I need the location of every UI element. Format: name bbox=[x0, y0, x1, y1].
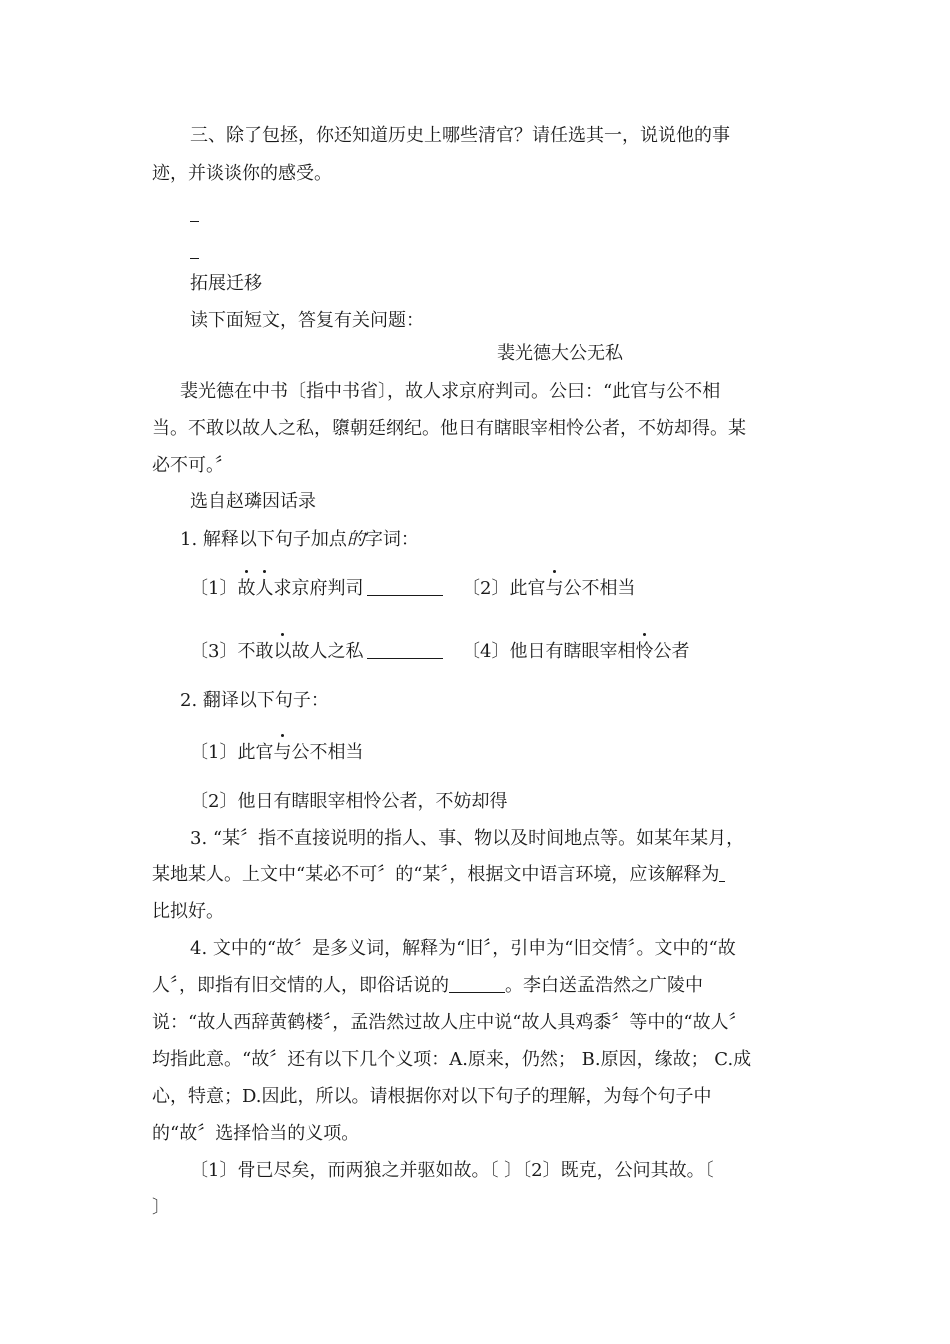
qa4-line-7: 〔1〕骨已尽矣，而两狼之并驱如故。〔 〕〔2〕既克，公问其故。〔 bbox=[190, 1160, 714, 1181]
qa1-i3-answer-blank[interactable] bbox=[367, 640, 443, 659]
qa4-line-4: 均指此意。“故〞还有以下几个义项：A.原来，仍然； B.原因，缘故； C.成 bbox=[152, 1049, 752, 1070]
qa1-item-3 bbox=[190, 640, 443, 664]
qa3-line-2 bbox=[152, 863, 725, 887]
qa1-stem bbox=[180, 528, 419, 552]
qa1-i1-prefix: 〔1〕 bbox=[190, 578, 238, 599]
passage-title: 裴光德大公无私 bbox=[497, 343, 623, 364]
qa1-i2-prefix: 〔2〕此官 bbox=[462, 578, 546, 599]
qa1-stem-c: 字词： bbox=[364, 529, 419, 550]
q3-line-1: 三、除了包拯，你还知道历史上哪些清官？请任选其一，说说他的事 bbox=[190, 125, 730, 146]
qa4-line-2-b: 。李白送孟浩然之广陵中 bbox=[505, 975, 703, 996]
qa1-i1-dotted-char: 故 bbox=[237, 578, 256, 599]
qa2-item-1 bbox=[190, 741, 363, 765]
qa4-answer-blank[interactable] bbox=[449, 974, 505, 993]
section-title: 拓展迁移 bbox=[190, 273, 262, 294]
qa1-i1-dotted-char-2: 人 bbox=[255, 578, 274, 599]
qa1-i3-dotted-char: 以 bbox=[273, 641, 292, 662]
instruction: 读下面短文，答复有关问题： bbox=[190, 310, 424, 331]
qa1-stem-a: 1. 解释以下句子加点 bbox=[180, 529, 347, 550]
qa4-line-6: 的“故〞选择恰当的义项。 bbox=[152, 1123, 360, 1144]
qa1-i2-rest: 公不相当 bbox=[563, 578, 636, 599]
qa4-line-2 bbox=[152, 974, 703, 998]
qa4-line-2-a: 人〞，即指有旧交情的人，即俗话说的 bbox=[152, 975, 449, 996]
qa1-i4-rest: 公者 bbox=[653, 641, 690, 662]
passage-line-2: 当。不敢以故人之私，隳朝廷纲纪。他日有瞎眼宰相怜公者，不妨却得。某 bbox=[152, 418, 746, 439]
qa1-i1-rest: 求京府判司 bbox=[273, 578, 364, 599]
qa1-i3-prefix: 〔3〕不敢 bbox=[190, 641, 274, 662]
qa2-i1-rest: 公不相当 bbox=[291, 742, 364, 763]
qa4-line-1: 4. 文中的“故〞是多义词，解释为“旧〞，引申为“旧交情〞。文中的“故 bbox=[190, 938, 736, 959]
passage-source: 选自赵璘因话录 bbox=[190, 491, 316, 512]
qa4-line-8: 〕 bbox=[152, 1197, 170, 1218]
qa4-line-3: 说：“故人西辞黄鹤楼〞，孟浩然过故人庄中说“故人具鸡黍〞等中的“故人〞 bbox=[152, 1012, 747, 1033]
qa1-i3-rest: 故人之私 bbox=[291, 641, 364, 662]
qa1-item-4 bbox=[462, 640, 689, 664]
qa4-line-5: 心，特意；D.因此，所以。请根据你对以下句子的理解，为每个句子中 bbox=[152, 1086, 712, 1107]
answer-dash-2 bbox=[190, 258, 199, 259]
qa3-line-1: 3. “某〞指不直接说明的指人、事、物以及时间地点等。如某年某月， bbox=[190, 828, 745, 849]
qa1-item-1 bbox=[190, 577, 443, 601]
qa1-i4-prefix: 〔4〕他日有瞎眼宰相 bbox=[462, 641, 636, 662]
qa2-i1-prefix: 〔1〕此官 bbox=[190, 742, 274, 763]
qa1-stem-b: 的 bbox=[346, 529, 365, 550]
qa1-i4-dotted-char: 怜 bbox=[635, 641, 654, 662]
answer-dash-1 bbox=[190, 221, 199, 222]
qa2-stem: 2. 翻译以下句子： bbox=[180, 690, 329, 711]
qa3-answer-blank[interactable] bbox=[719, 863, 725, 882]
q3-line-2: 迹，并谈谈你的感受。 bbox=[152, 163, 332, 184]
passage-line-1: 裴光德在中书〔指中书省〕，故人求京府判司。公曰：“此官与公不相 bbox=[180, 381, 721, 402]
qa1-i1-answer-blank[interactable] bbox=[367, 577, 443, 596]
qa3-line-2-text: 某地某人。上文中“某必不可〞的“某〞，根据文中语言环境，应该解释为 bbox=[152, 864, 720, 885]
qa2-item-2: 〔2〕他日有瞎眼宰相怜公者，不妨却得 bbox=[190, 791, 508, 812]
passage-line-3: 必不可。〞 bbox=[152, 455, 233, 476]
qa2-i1-dotted-char: 与 bbox=[273, 742, 292, 763]
qa3-line-3: 比拟好。 bbox=[152, 901, 224, 922]
qa1-item-2 bbox=[462, 577, 635, 601]
qa1-i2-dotted-char: 与 bbox=[545, 578, 564, 599]
